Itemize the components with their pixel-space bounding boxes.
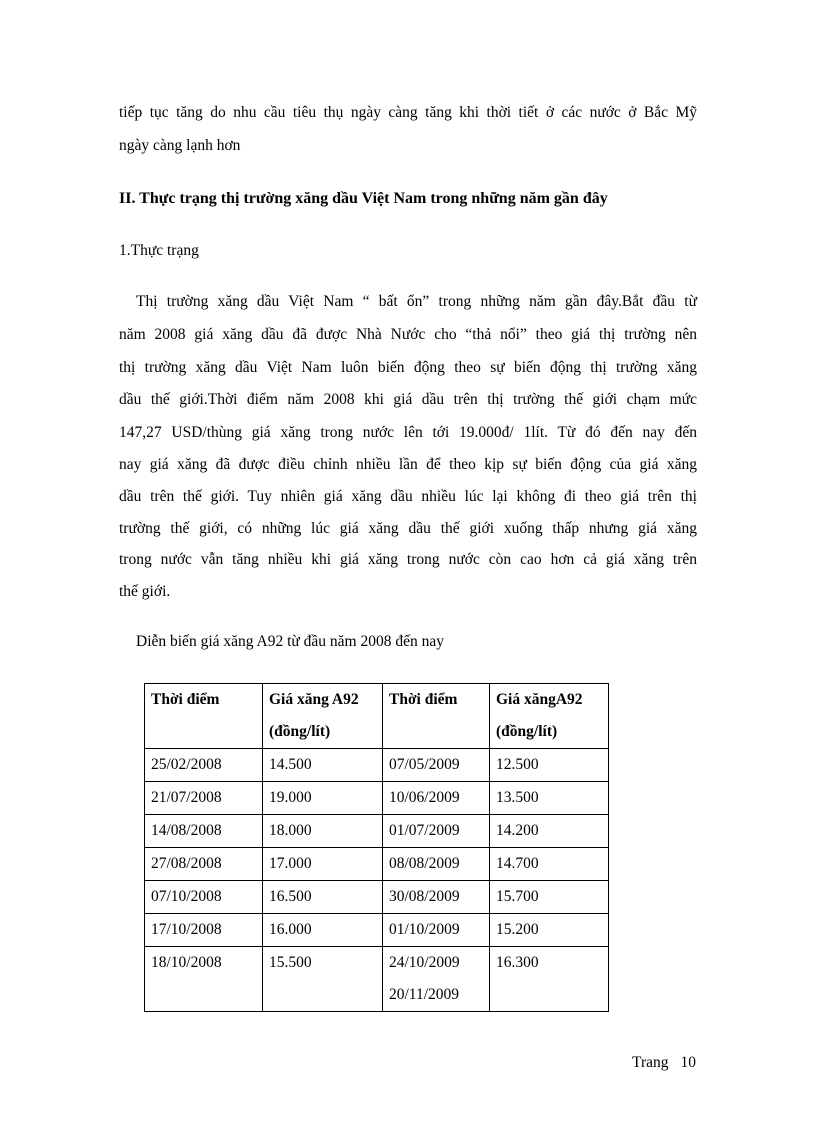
table-cell-date: 24/10/2009 (389, 954, 460, 971)
body-line-8: trường thế giới, có những lúc giá xăng dầu thế giới xuống thấp nhưng giá xăng (119, 520, 697, 537)
table-row (145, 848, 609, 881)
table-cell: 18.000 (263, 815, 383, 848)
table-header-row (145, 684, 609, 749)
page-footer (632, 1053, 696, 1073)
body-line-3: thị trường xăng dầu Việt Nam luôn biến động theo sự biến động thị trường xăng (119, 359, 697, 376)
header-date-1-label: Thời điểm (151, 691, 220, 708)
table-cell: 30/08/2009 (383, 881, 490, 914)
body-line-1: Thị trường xăng dầu Việt Nam “ bất ổn” trong những năm gần đây.Bắt đầu từ (136, 293, 697, 310)
table-row (145, 815, 609, 848)
table-cell: 16.500 (263, 881, 383, 914)
table-cell: 13.500 (490, 782, 609, 815)
table-cell: 18/10/2008 (145, 947, 263, 1012)
table-row (145, 881, 609, 914)
body-line-10: thế giới. (119, 583, 171, 600)
table-cell: 15.700 (490, 881, 609, 914)
subsection-heading: 1.Thực trạng (119, 242, 199, 259)
table-cell: 27/08/2008 (145, 848, 263, 881)
header-price-1-label: Giá xăng A92 (269, 691, 359, 708)
body-line-9: trong nước vẫn tăng nhiều khi giá xăng trong nước còn cao hơn cả giá xăng trên (119, 551, 697, 568)
body-line-4: dầu thế giới.Thời điểm năm 2008 khi giá dầu trên thị trường thế giới chạm mức (119, 391, 697, 408)
table-cell: 14/08/2008 (145, 815, 263, 848)
table-cell: 07/10/2008 (145, 881, 263, 914)
table-cell: 14.500 (263, 749, 383, 782)
table-cell: 17.000 (263, 848, 383, 881)
table-row (145, 749, 609, 782)
table-cell: 17/10/2008 (145, 914, 263, 947)
table-cell: 08/08/2009 (383, 848, 490, 881)
table-row (145, 782, 609, 815)
header-price-1 (263, 684, 383, 749)
header-price-2-label: Giá xăngA92 (496, 691, 583, 708)
body-line-5: 147,27 USD/thùng giá xăng trong nước lên tới 19.000đ/ 1lít. Từ đó đến nay đến (119, 424, 697, 441)
footer-page-number: 10 (680, 1054, 696, 1071)
table-cell: 01/07/2009 (383, 815, 490, 848)
table-cell: 14.200 (490, 815, 609, 848)
table-cell: 01/10/2009 (383, 914, 490, 947)
table-cell: 21/07/2008 (145, 782, 263, 815)
table-row (145, 947, 609, 1012)
intro-line-2: ngày càng lạnh hơn (119, 137, 241, 154)
table-cell: 14.700 (490, 848, 609, 881)
table-cell: 25/02/2008 (145, 749, 263, 782)
header-date-2-label: Thời điểm (389, 691, 458, 708)
header-price-2 (490, 684, 609, 749)
table-cell: 12.500 (490, 749, 609, 782)
table-cell: 16.000 (263, 914, 383, 947)
footer-label: Trang (632, 1054, 669, 1071)
table-cell: 07/05/2009 (383, 749, 490, 782)
table-cell-extra-date: 20/11/2009 (389, 986, 460, 1003)
price-table (144, 683, 609, 1012)
section-heading: II. Thực trạng thị trường xăng dầu Việt Nam trong những năm gần đây (119, 190, 608, 207)
table-cell: 19.000 (263, 782, 383, 815)
table-caption: Diễn biến giá xăng A92 từ đầu năm 2008 đến nay (136, 633, 445, 650)
table-cell: 10/06/2009 (383, 782, 490, 815)
table-cell: 15.500 (263, 947, 383, 1012)
body-line-6: nay giá xăng đã được điều chỉnh nhiều lần để theo kịp sự biến động của giá xăng (119, 456, 697, 473)
table-cell-multi (383, 947, 490, 1012)
intro-line-1: tiếp tục tăng do nhu cầu tiêu thụ ngày càng tăng khi thời tiết ở các nước ở Bắc Mỹ (119, 104, 697, 121)
table-cell: 15.200 (490, 914, 609, 947)
header-date-1 (145, 684, 263, 749)
body-line-2: năm 2008 giá xăng dầu đã được Nhà Nước cho “thả nổi” theo giá thị trường nên (119, 326, 697, 343)
table-row (145, 914, 609, 947)
table-cell: 16.300 (490, 947, 609, 1012)
body-line-7: dầu trên thế giới. Tuy nhiên giá xăng dầu nhiều lúc lại không đi theo giá trên thị (119, 488, 697, 505)
header-price-2-unit: (đồng/lít) (496, 723, 558, 740)
header-date-2 (383, 684, 490, 749)
header-price-1-unit: (đồng/lít) (269, 723, 331, 740)
